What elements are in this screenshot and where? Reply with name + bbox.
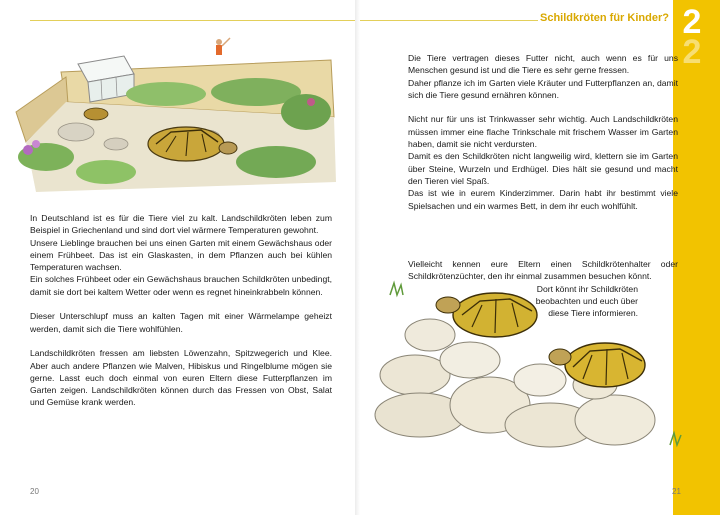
text-line: In Deutschland ist es für die Tiere viel zu kalt. Landschildkröten leben zum Beispiel in Griechenland und sind dort viel wärmere Temperaturen gewohnt.: [30, 213, 332, 236]
text-line: Nicht nur für uns ist Trinkwasser sehr wichtig. Auch Landschildkröten müssen immer eine flache Trinkschale mit frischem Wasser im Garten haben, damit sie nicht verdursten.: [408, 114, 678, 150]
closing-line: beobachten und euch über: [535, 295, 638, 306]
header-rule-right: [360, 20, 538, 21]
paragraph: [30, 347, 332, 408]
closing-line: Dort könnt ihr Schildkröten: [536, 283, 638, 294]
text-line: Damit es den Schildkröten nicht langweilig wird, klettern sie im Garten über Steine, Wurzeln und Erdhügel. Dies hält sie gesund und macht den Tieren viel Spaß.: [408, 151, 678, 186]
left-page-text: [30, 212, 332, 421]
chapter-number: [674, 4, 710, 70]
chapter-number-label: 2: [682, 3, 702, 41]
garden-enclosure-illustration: [6, 32, 336, 200]
text-line: Dieser Unterschlupf muss an kalten Tagen mit einer Wärmelampe geheizt werden, damit sich die Tiere wohlfühlen.: [30, 311, 332, 334]
text-line: Landschildkröten fressen am liebsten Löwenzahn, Spitzwegerich und Klee. Aber auch andere Pflanzen wie Malven, Hibiskus und Ringelblume mögen sie gerne. Lasst euch doch einmal von euren Eltern diese Futterpflanzen im Garten zeigen. Landschildkröten können durch das Fressen von Obst, Salat und Gemüse krank werden.: [30, 348, 332, 408]
running-header-title: Schildkröten für Kinder?: [540, 12, 669, 24]
closing-paragraph: Vielleicht kennen eure Eltern einen Schildkrötenhalter oder Schildkrötenzüchter, den ihr einmal zusammen besuchen könnt.: [408, 259, 678, 282]
paragraph: [30, 212, 332, 298]
paragraph: [408, 113, 678, 211]
header-rule-left: [30, 20, 355, 21]
text-line: Das ist wie in eurem Kinderzimmer. Darin habt ihr bestimmt viele Spielsachen und ein warmes Bett, in dem ihr euch wohlfühlt.: [408, 188, 678, 211]
right-page: [360, 0, 720, 515]
text-line: Unsere Lieblinge brauchen bei uns einen Garten mit einem Gewächshaus oder einem Frühbeet. Das ist ein Glaskasten, in dem Pflanzen auch bei kühlen Temperaturen wachsen.: [30, 237, 332, 273]
chapter-number-shadow: 2: [682, 33, 702, 71]
text-line: Ein solches Frühbeet oder ein Gewächshaus brauchen Schildkröten unbedingt, damit sie dort bei kaltem Wetter oder wenn es regnet hineinkrabbeln können.: [30, 274, 332, 297]
left-page: [0, 0, 355, 515]
paragraph: [408, 52, 678, 101]
page-number-left: 20: [30, 487, 39, 496]
text-line: Die Tiere vertragen dieses Futter nicht, auch wenn es für uns Menschen gesund ist und die Tiere es sehr gerne fressen.: [408, 53, 678, 76]
text-line: Daher pflanze ich im Garten viele Kräuter und Futterpflanzen an, damit sich die Tiere gesund ernähren können.: [408, 77, 678, 100]
right-page-text: [408, 52, 678, 224]
closing-line: diese Tiere informieren.: [548, 308, 638, 319]
paragraph: [30, 310, 332, 335]
page-number-right: 21: [672, 487, 681, 496]
climbing-tortoises-illustration: [370, 275, 690, 455]
